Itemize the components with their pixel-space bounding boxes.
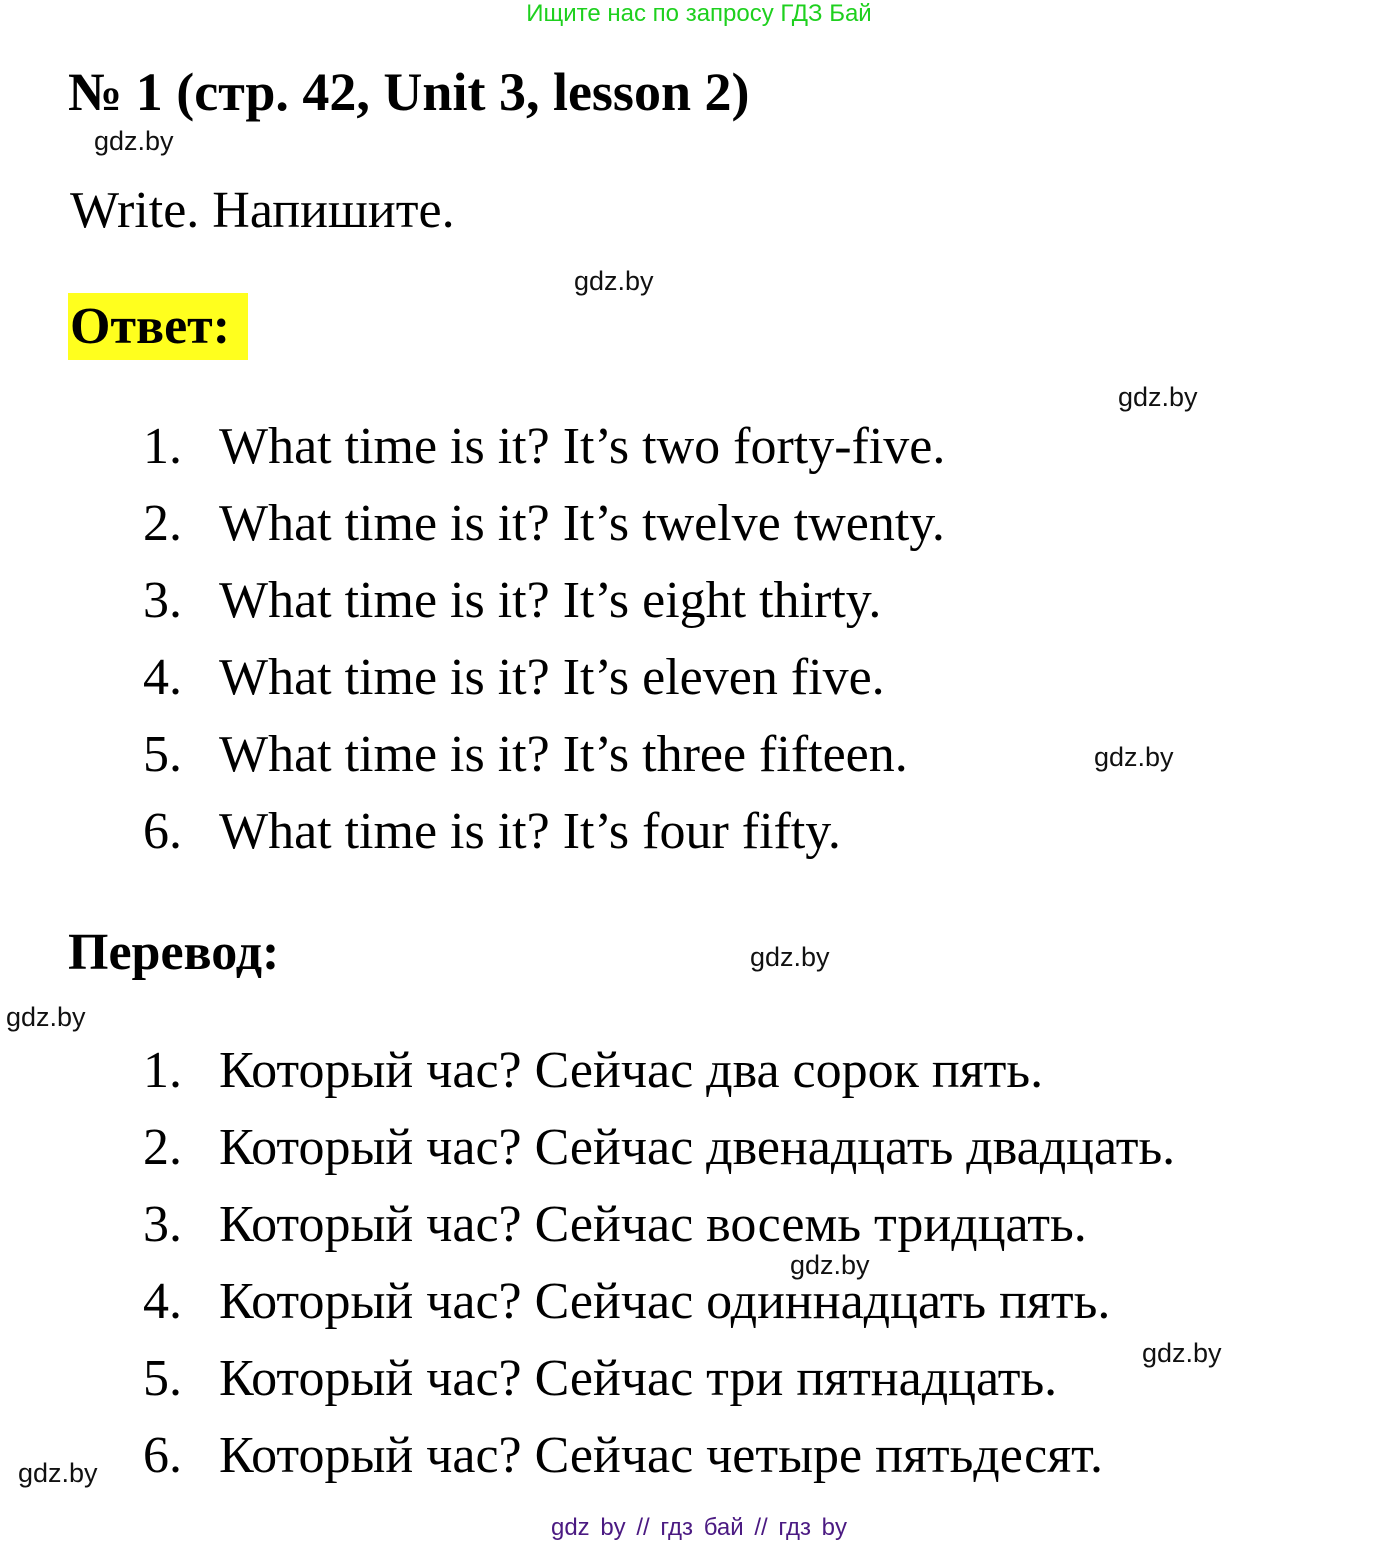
answer-item xyxy=(143,493,945,555)
item-number: 6. xyxy=(143,1427,182,1484)
instruction-text: Write. Напишите. xyxy=(70,182,455,239)
item-text: Который час? Сейчас два сорок пять. xyxy=(219,1042,1044,1099)
footer-links: gdz by // гдз бай // гдз by xyxy=(550,1514,848,1541)
watermark: gdz.by xyxy=(18,1458,98,1488)
item-text: Который час? Сейчас четыре пятьдесят. xyxy=(219,1427,1103,1484)
answer-item xyxy=(143,647,885,709)
translation-item xyxy=(143,1271,1110,1333)
exercise-title: № 1 (стр. 42, Unit 3, lesson 2) xyxy=(68,62,750,122)
item-number: 1. xyxy=(143,1042,182,1099)
item-number: 6. xyxy=(143,803,182,860)
item-text: Который час? Сейчас двенадцать двадцать. xyxy=(219,1119,1176,1176)
watermark: gdz.by xyxy=(1094,742,1174,772)
watermark: gdz.by xyxy=(1142,1338,1222,1368)
top-banner: Ищите нас по запросу ГДЗ Бай xyxy=(526,0,872,27)
item-number: 4. xyxy=(143,649,182,706)
answer-item xyxy=(143,724,908,786)
item-number: 2. xyxy=(143,1119,182,1176)
item-number: 5. xyxy=(143,726,182,783)
watermark: gdz.by xyxy=(790,1250,870,1280)
item-number: 1. xyxy=(143,418,182,475)
item-number: 4. xyxy=(143,1273,182,1330)
item-text: What time is it? It’s two forty-five. xyxy=(219,418,946,475)
answer-label: Ответ: xyxy=(70,298,231,355)
item-text: Который час? Сейчас три пятнадцать. xyxy=(219,1350,1058,1407)
item-number: 5. xyxy=(143,1350,182,1407)
translation-item xyxy=(143,1194,1087,1256)
translation-item xyxy=(143,1117,1175,1179)
item-text: What time is it? It’s twelve twenty. xyxy=(219,495,945,552)
watermark: gdz.by xyxy=(6,1002,86,1032)
item-number: 2. xyxy=(143,495,182,552)
item-text: What time is it? It’s eight thirty. xyxy=(219,572,882,629)
item-text: What time is it? It’s four fifty. xyxy=(219,803,841,860)
item-number: 3. xyxy=(143,1196,182,1253)
item-text: What time is it? It’s eleven five. xyxy=(219,649,885,706)
watermark: gdz.by xyxy=(1118,382,1198,412)
translation-item xyxy=(143,1425,1103,1487)
item-text: Который час? Сейчас одиннадцать пять. xyxy=(219,1273,1111,1330)
item-text: Который час? Сейчас восемь тридцать. xyxy=(219,1196,1087,1253)
watermark: gdz.by xyxy=(574,266,654,296)
answer-item xyxy=(143,416,945,478)
item-number: 3. xyxy=(143,572,182,629)
watermark: gdz.by xyxy=(750,942,830,972)
answer-item xyxy=(143,570,881,632)
item-text: What time is it? It’s three fifteen. xyxy=(219,726,908,783)
translation-label: Перевод: xyxy=(68,924,280,981)
answer-item xyxy=(143,801,841,863)
translation-item xyxy=(143,1040,1043,1102)
watermark: gdz.by xyxy=(94,126,174,156)
translation-item xyxy=(143,1348,1057,1410)
